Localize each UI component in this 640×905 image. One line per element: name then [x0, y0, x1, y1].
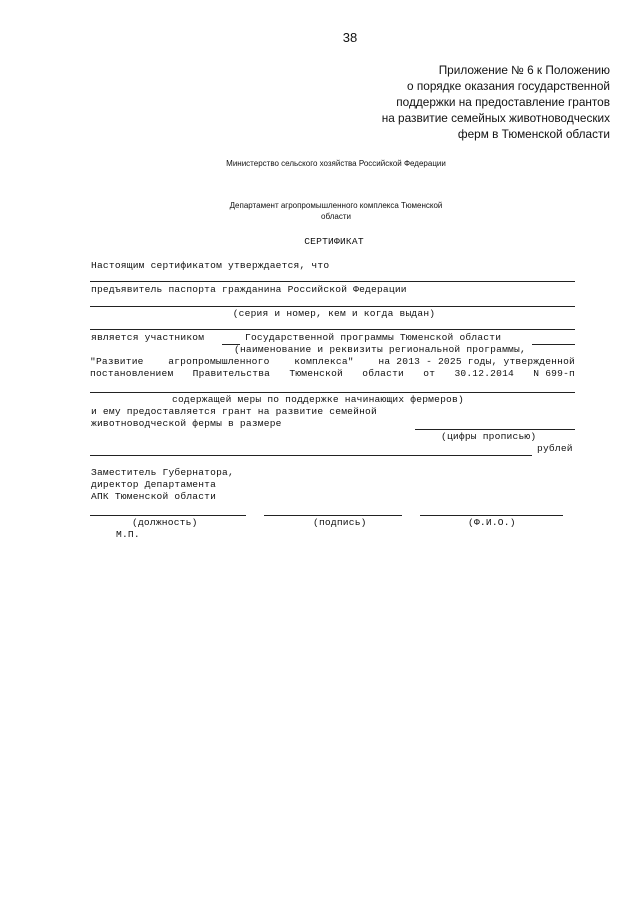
- program-details-row-1: [90, 356, 575, 367]
- program-word: "Развитие: [90, 356, 144, 367]
- stamp-place-label: М.П.: [116, 529, 140, 540]
- full-name-line: [420, 515, 563, 516]
- amount-hint: (цифры прописью): [441, 431, 537, 442]
- page-number: 38: [342, 30, 358, 45]
- appendix-line-4: на развитие семейных животноводческих: [381, 111, 610, 125]
- signatory-line-2: директор Департамента: [91, 479, 217, 490]
- program-word: Тюменской: [289, 368, 344, 379]
- program-word: области: [362, 368, 404, 379]
- certificate-title: СЕРТИФИКАТ: [304, 236, 364, 247]
- position-line: [90, 515, 246, 516]
- program-word: от: [423, 368, 436, 379]
- passport-text: предъявитель паспорта гражданина Российской Федерации: [91, 284, 407, 295]
- program-word: постановлением: [90, 368, 174, 379]
- holder-name-line: [90, 281, 575, 282]
- separator-line: [90, 329, 575, 330]
- department-name-line-2: области: [321, 212, 351, 221]
- appendix-line-2: о порядке оказания государственной: [407, 79, 610, 93]
- intro-text: Настоящим сертификатом утверждается, что: [91, 260, 330, 271]
- department-name-line-1: Департамент агропромышленного комплекса Тюменской: [229, 201, 443, 210]
- appendix-line-5: ферм в Тюменской области: [457, 127, 610, 141]
- grant-text-line-2: животноводческой фермы в размере: [91, 418, 282, 429]
- program-word: N 699-п: [533, 368, 575, 379]
- signatory-line-1: Заместитель Губернатора,: [91, 467, 234, 478]
- full-name-label: (Ф.И.О.): [468, 517, 516, 528]
- program-details-row-2: [90, 368, 575, 379]
- amount-digits-line: [415, 429, 575, 430]
- appendix-line-1: Приложение № 6 к Положению: [438, 63, 610, 77]
- program-blank-line: [90, 392, 575, 393]
- position-label: (должность): [132, 517, 198, 528]
- passport-details-line: [90, 306, 575, 307]
- ministry-name: Министерство сельского хозяйства Российской Федерации: [226, 159, 446, 168]
- program-blank-right: [532, 344, 575, 345]
- signatory-line-3: АПК Тюменской области: [91, 491, 217, 502]
- signature-line: [264, 515, 402, 516]
- program-word: агропромышленного: [168, 356, 270, 367]
- signature-label: (подпись): [313, 517, 367, 528]
- program-word: Правительства: [192, 368, 271, 379]
- appendix-line-3: поддержки на предоставление грантов: [396, 95, 610, 109]
- passport-hint: (серия и номер, кем и когда выдан): [232, 308, 436, 319]
- program-word: на 2013 - 2025 годы, утвержденной: [378, 356, 575, 367]
- currency-label: рублей: [537, 443, 573, 454]
- program-word: 30.12.2014: [454, 368, 515, 379]
- program-hint: (наименование и реквизиты региональной программы,: [234, 344, 526, 355]
- participant-prefix: является участником: [91, 332, 205, 343]
- program-word: комплекса": [294, 356, 354, 367]
- program-name: Государственной программы Тюменской области: [245, 332, 502, 343]
- measures-hint: содержащей меры по поддержке начинающих фермеров): [172, 394, 464, 405]
- amount-words-line: [90, 455, 532, 456]
- grant-text-line-1: и ему предоставляется грант на развитие семейной: [91, 406, 377, 417]
